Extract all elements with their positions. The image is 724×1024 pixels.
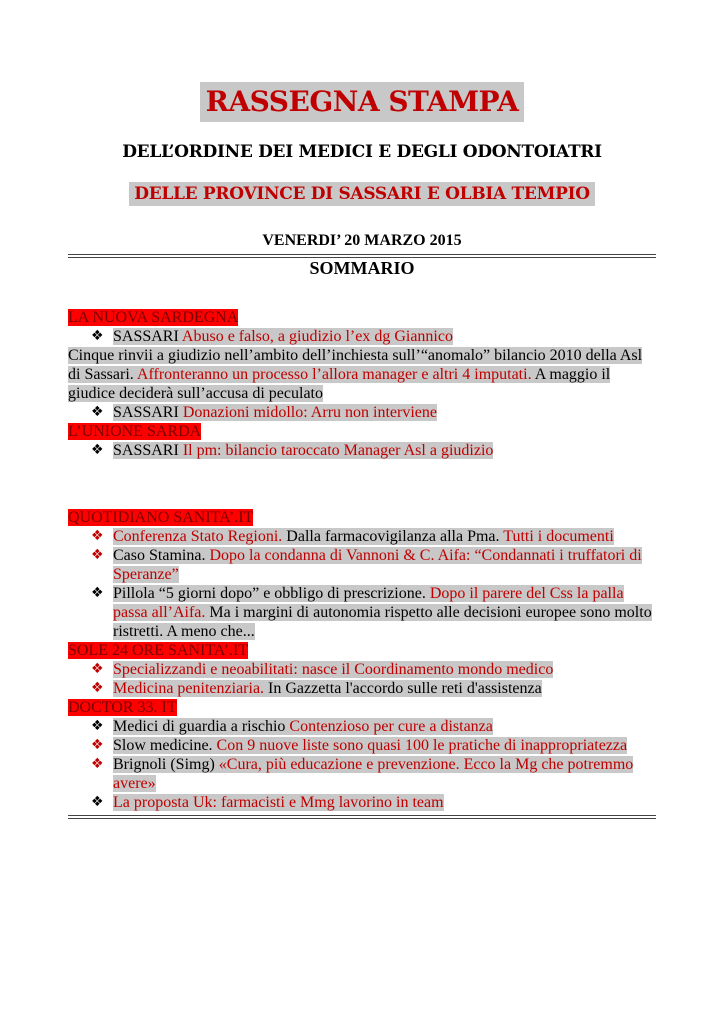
list-item [68,403,658,422]
list-item [68,546,658,584]
diamond-bullet-icon: ❖ [91,718,104,734]
divider-top [68,254,656,255]
article-link[interactable]: Abuso e falso, a giudizio l’ex dg Giannico [181,328,453,345]
article-link[interactable]: Conferenza Stato Regioni. [113,528,283,545]
article-link-documents[interactable]: Tutti i documenti [503,528,614,545]
item-text: Dalla farmacovigilanza alla Pma. [282,528,504,545]
item-prefix: SASSARI [113,404,183,421]
summary-text-end: A maggio il giudice deciderà sull’accusa di peculato [68,366,611,402]
item-prefix: SASSARI [113,442,183,459]
article-link[interactable]: Il pm: bilancio taroccato Manager Asl a giudizio [182,442,494,459]
list-item [68,660,658,679]
item-text: Caso Stamina. [113,547,210,564]
diamond-bullet-icon: ❖ [91,661,104,677]
article-summary [68,346,658,403]
diamond-bullet-icon: ❖ [91,737,104,753]
diamond-bullet-icon: ❖ [91,756,104,772]
item-text: In Gazzetta l'accordo sulle reti d'assistenza [264,680,542,697]
list-item [68,584,658,641]
article-link[interactable]: Contenzioso per cure a distanza [289,718,493,735]
diamond-bullet-icon: ❖ [91,328,104,344]
item-text: Pillola “5 giorni dopo” e obbligo di prescrizione. [113,585,430,602]
article-link[interactable]: Specializzandi e neoabilitati: nasce il Coordinamento mondo medico [113,661,554,678]
source-sole-24-ore: SOLE 24 ORE SANITA’.IT [68,642,249,659]
page-title: RASSEGNA STAMPA [200,82,525,122]
list-item [68,755,658,793]
list-item [68,793,658,812]
item-text: Medici di guardia a rischio [113,718,290,735]
subtitle-order: DELL’ORDINE DEI MEDICI E DEGLI ODONTOIATRI [122,142,602,162]
article-link[interactable]: La proposta Uk: farmacisti e Mmg lavorino in team [113,794,444,811]
article-link[interactable]: Dopo la condanna di Vannoni & C. Aifa: “Condannati i truffatori di Speranze” [113,547,642,583]
summary-heading: SOMMARIO [309,258,415,278]
diamond-bullet-icon: ❖ [91,404,104,420]
diamond-bullet-icon: ❖ [91,680,104,696]
issue-date: VENERDI’ 20 MARZO 2015 [262,232,462,249]
list-item [68,327,658,346]
diamond-bullet-icon: ❖ [91,794,104,810]
source-doctor-33: DOCTOR 33. IT [68,699,177,716]
item-text: Brignoli (Simg) [113,756,219,773]
summary-list [68,308,658,819]
article-link[interactable]: Medicina penitenziaria. [113,680,265,697]
summary-link[interactable]: Affronteranno un processo l’allora manager e altri 4 imputati. [136,366,532,383]
item-prefix: SASSARI [113,328,182,345]
diamond-bullet-icon: ❖ [91,442,104,458]
list-item [68,736,658,755]
source-nuova-sardegna: LA NUOVA SARDEGNA [68,309,239,326]
divider-bottom-double [68,818,656,819]
source-unione-sarda: L’UNIONE SARDA [68,423,202,440]
list-item [68,527,658,546]
item-text: Slow medicine. [113,737,217,754]
diamond-bullet-icon: ❖ [91,547,104,563]
diamond-bullet-icon: ❖ [91,585,104,601]
article-link[interactable]: Con 9 nuove liste sono quasi 100 le pratiche di inappropriatezza [216,737,628,754]
list-item [68,441,658,460]
article-link[interactable]: «Cura, più educazione e prevenzione. Ecco la Mg che potremmo avere» [113,756,634,792]
list-item [68,717,658,736]
source-quotidiano-sanita: QUOTIDIANO SANITA’.IT [68,509,254,526]
item-text-end: Ma i margini di autonomia rispetto alle decisioni europee sono molto ristretti. A meno che... [113,604,652,640]
summary-text: Cinque rinvii a giudizio nell’ambito dell’inchiesta sull’“anomalo” bilancio 2010 della Asl di Sassari. [68,347,643,383]
diamond-bullet-icon: ❖ [91,528,104,544]
subtitle-provinces: DELLE PROVINCE DI SASSARI E OLBIA TEMPIO [129,182,594,206]
article-link[interactable]: Donazioni midollo: Arru non interviene [182,404,437,421]
list-item [68,679,658,698]
article-link[interactable]: Dopo il parere del Css la palla passa all’Aifa. [113,585,624,621]
